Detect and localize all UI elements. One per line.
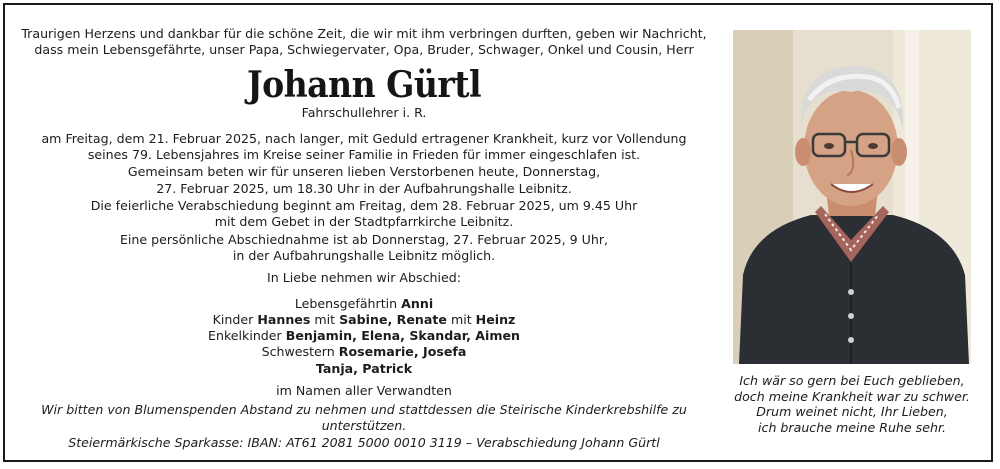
mourner-sisters (14, 344, 714, 360)
intro-line-1: Traurigen Herzens und dankbar für die schöne Zeit, die wir mit ihm verbringen durften, geben wir Nachricht, (21, 26, 707, 41)
memorial-quote (733, 373, 971, 435)
farewell-line-1: Die feierliche Verabschiedung beginnt am Freitag, dem 28. Februar 2025, um 9.45 Uhr (90, 198, 638, 214)
relatives-line: im Namen aller Verwandten (276, 383, 452, 399)
with-word-1: mit (314, 311, 336, 327)
others-names: Tanja, Patrick (315, 360, 413, 376)
footer-line-2: Steiermärkische Sparkasse: IBAN: AT61 2081 5000 0010 3119 – Verabschiedung Johann Gürtl (68, 434, 660, 450)
viewing-line-2: in der Aufbahrungshalle Leibnitz möglich. (232, 247, 496, 263)
mourner-others (14, 361, 714, 377)
intro-line-2: dass mein Lebensgefährte, unser Papa, Schwiegervater, Opa, Bruder, Schwager, Onkel und Cousin, Herr (34, 42, 694, 58)
portrait-photo (733, 30, 971, 364)
quote-line-2: doch meine Krankheit war zu schwer. (734, 388, 970, 404)
children-label: Kinder (212, 311, 254, 327)
partner-label: Lebensgefährtin (294, 295, 398, 311)
quote-line-3: Drum weinet nicht, Ihr Lieben, (756, 404, 948, 419)
partner-name: Anni (401, 295, 434, 311)
with-word-2: mit (450, 311, 472, 327)
grandchildren-names: Benjamin, Elena, Skandar, Aimen (285, 328, 520, 344)
child-2-name: Heinz (475, 311, 516, 327)
sisters-names: Rosemarie, Josefa (338, 344, 467, 360)
mourner-grandchildren (14, 328, 714, 344)
deceased-occupation: Fahrschullehrer i. R. (301, 104, 427, 120)
quote-line-4: ich brauche meine Ruhe sehr. (758, 419, 946, 435)
viewing-line-1: Eine persönliche Abschiednahme ist ab Donnerstag, 27. Februar 2025, 9 Uhr, (119, 231, 609, 247)
prayer-line-1: Gemeinsam beten wir für unseren lieben Verstorbenen heute, Donnerstag, (127, 164, 601, 180)
deceased-name: Johann Gürtl (246, 63, 482, 106)
death-notice-line-1: am Freitag, dem 21. Februar 2025, nach langer, mit Geduld ertragener Krankheit, kurz vor Vollendung (41, 130, 687, 146)
farewell-line-2: mit dem Gebet in der Stadtpfarrkirche Leibnitz. (214, 214, 514, 230)
prayer-line-2: 27. Februar 2025, um 18.30 Uhr in der Aufbahrungshalle Leibnitz. (156, 180, 572, 196)
child-1-partners: Sabine, Renate (339, 311, 447, 327)
child-1-name: Hannes (257, 311, 311, 327)
notice-main-text (14, 26, 714, 399)
portrait-illustration (733, 30, 971, 364)
death-notice-line-2: seines 79. Lebensjahres im Kreise seiner Familie in Frieden für immer eingeschlafen ist. (87, 147, 641, 163)
grandchildren-label: Enkelkinder (208, 328, 282, 344)
sisters-label: Schwestern (261, 344, 335, 360)
notice-footer (14, 402, 714, 451)
in-love-line: In Liebe nehmen wir Abschied: (267, 270, 461, 286)
mourner-partner (14, 296, 714, 312)
footer-line-1: Wir bitten von Blumenspenden Abstand zu nehmen und stattdessen die Steirische Kinderkrebshilfe zu unterstützen. (41, 402, 687, 434)
quote-line-1: Ich wär so gern bei Euch geblieben, (739, 373, 965, 388)
mourner-children (14, 312, 714, 328)
